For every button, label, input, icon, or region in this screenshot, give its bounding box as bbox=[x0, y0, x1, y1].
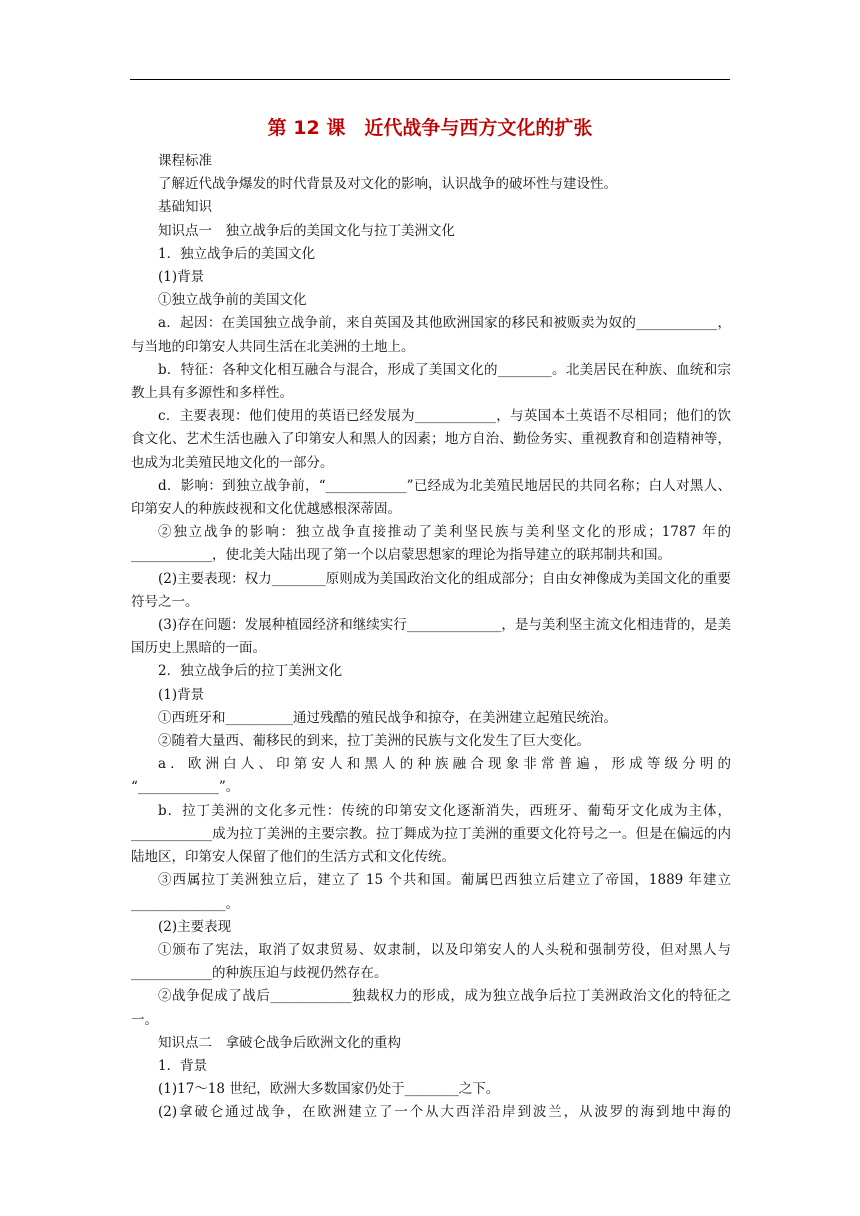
paragraph: ③西属拉丁美洲独立后，建立了 15 个共和国。葡属巴西独立后建立了帝国，1889 年建立______________。 bbox=[131, 872, 731, 912]
paragraph: a．起因：在美国独立战争前，来自英国及其他欧洲国家的移民和被贩卖为奴的____________，与当地的印第安人共同生活在北美洲的土地上。 bbox=[131, 315, 731, 355]
paragraph: 课程标准 bbox=[158, 153, 212, 169]
paragraph: 1．背景 bbox=[158, 1057, 208, 1074]
lesson-title: 第 12 课 近代战争与西方文化的扩张 bbox=[267, 117, 593, 139]
paragraph: b．特征：各种文化相互融合与混合，形成了美国文化的________。北美居民在种族、血统和宗教上具有多源性和多样性。 bbox=[131, 361, 731, 402]
paragraph: d．影响：到独立战争前，“____________”已经成为北美殖民地居民的共同名称；白人对黑人、印第安人的种族歧视和文化优越感根深蒂固。 bbox=[131, 477, 731, 518]
paragraph: a．欧洲白人、印第安人和黑人的种族融合现象非常普遍，形成等级分明的 bbox=[158, 756, 731, 773]
paragraph: (1)背景 bbox=[158, 686, 205, 703]
paragraph: ①西班牙和__________通过残酷的殖民战争和掠夺，在美洲建立起殖民统治。 bbox=[158, 709, 617, 726]
paragraph: 了解近代战争爆发的时代背景及对文化的影响，认识战争的破坏性与建设性。 bbox=[158, 176, 617, 193]
paragraph: ①颁布了宪法，取消了奴隶贸易、奴隶制，以及印第安人的人头税和强制劳役，但对黑人与____________的种族压迫与歧视仍然存在。 bbox=[131, 941, 731, 982]
paragraph: (2)主要表现 bbox=[158, 918, 232, 935]
paragraph: (3)存在问题：发展种植园经济和继续实行______________，是与美利坚主流文化相违背的，是美国历史上黑暗的一面。 bbox=[131, 617, 731, 657]
paragraph: “____________”。 bbox=[131, 779, 240, 796]
paragraph: 1．独立战争后的美国文化 bbox=[158, 245, 316, 262]
paragraph: 2．独立战争后的拉丁美洲文化 bbox=[158, 663, 343, 680]
paragraph: (2)主要表现：权力________原则成为美国政治文化的组成部分；自由女神像成为美国文化的重要符号之一。 bbox=[131, 570, 731, 610]
header-rule bbox=[130, 79, 730, 80]
paragraph: c．主要表现：他们使用的英语已经发展为____________，与英国本土英语不尽相同；他们的饮食文化、艺术生活也融入了印第安人和黑人的因素；地方自治、勤俭务实、重视教育和创造精神等，也成为北美殖民地文化的一部分。 bbox=[131, 408, 731, 471]
paragraph: 知识点一 独立战争后的美国文化与拉丁美洲文化 bbox=[158, 222, 455, 239]
paragraph: ②战争促成了战后____________独裁权力的形成，成为独立战争后拉丁美洲政治文化的特征之一。 bbox=[131, 988, 731, 1028]
paragraph: ①独立战争前的美国文化 bbox=[158, 292, 307, 309]
paragraph: (1)17～18 世纪，欧洲大多数国家仍处于________之下。 bbox=[158, 1081, 500, 1098]
paragraph: b．拉丁美洲的文化多元性：传统的印第安文化逐渐消失，西班牙、葡萄牙文化成为主体，____________成为拉丁美洲的主要宗教。拉丁舞成为拉丁美洲的重要文化符号之一。但是在偏远的内陆地区，印第安人保留了他们的生活方式和文化传统。 bbox=[131, 802, 732, 866]
paragraph: (2)拿破仑通过战争，在欧洲建立了一个从大西洋沿岸到波兰，从波罗的海到地中海的 bbox=[158, 1104, 731, 1121]
paragraph: 基础知识 bbox=[158, 199, 212, 216]
paragraph: (1)背景 bbox=[158, 269, 205, 286]
paragraph: ②独立战争的影响：独立战争直接推动了美利坚民族与美利坚文化的形成；1787 年的____________，使北美大陆出现了第一个以启蒙思想家的理论为指导建立的联邦制共和国。 bbox=[131, 524, 731, 564]
paragraph: ②随着大量西、葡移民的到来，拉丁美洲的民族与文化发生了巨大变化。 bbox=[158, 733, 590, 750]
document-body bbox=[131, 150, 731, 1125]
paragraph: 知识点二 拿破仑战争后欧洲文化的重构 bbox=[158, 1034, 401, 1051]
